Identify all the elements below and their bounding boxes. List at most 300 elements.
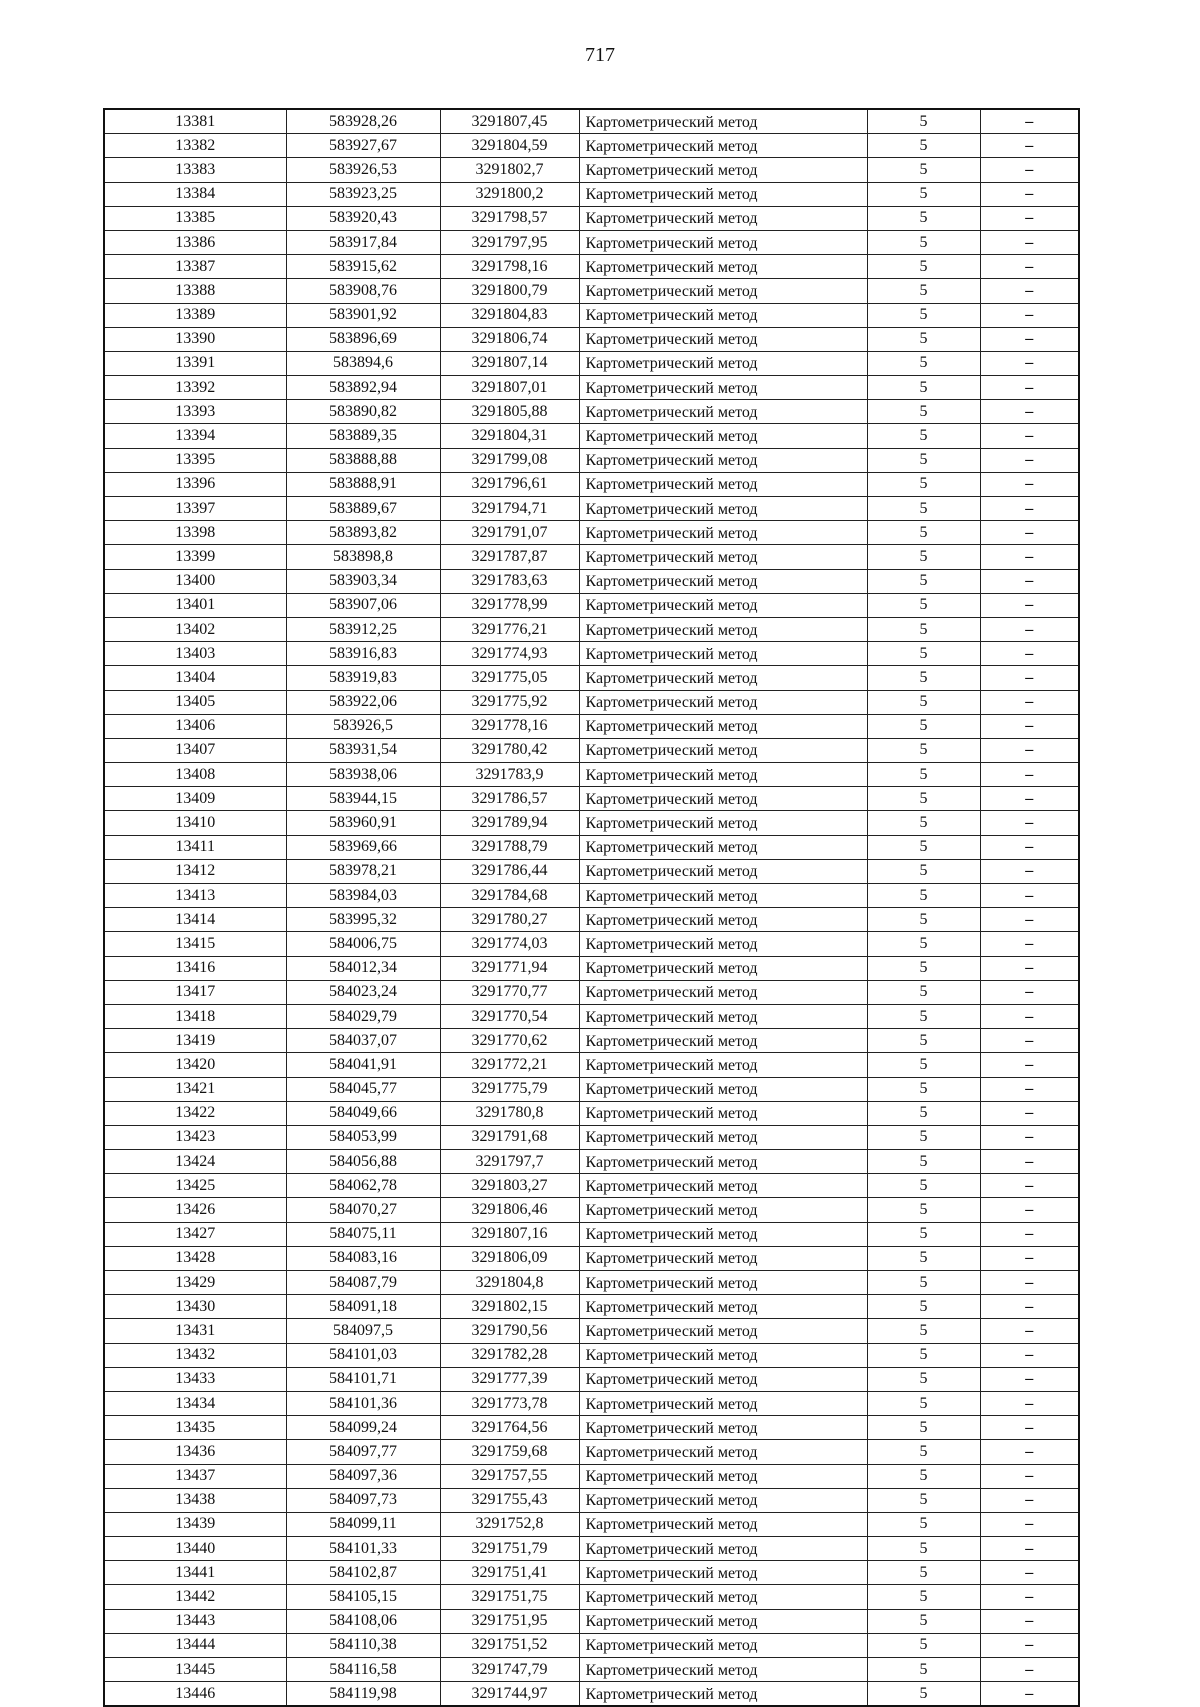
note-cell: – [980,1440,1079,1464]
method-cell: Картометрический метод [579,1125,867,1149]
method-cell: Картометрический метод [579,1416,867,1440]
accuracy-cell: 5 [867,714,980,738]
accuracy-cell: 5 [867,545,980,569]
y-coordinate-cell: 3291800,79 [440,279,579,303]
accuracy-cell: 5 [867,1319,980,1343]
table-row [104,835,1079,859]
accuracy-cell: 5 [867,1391,980,1415]
accuracy-cell: 5 [867,593,980,617]
method-cell: Картометрический метод [579,1295,867,1319]
method-cell: Картометрический метод [579,1343,867,1367]
table-row [104,1271,1079,1295]
x-coordinate-cell: 584097,73 [286,1488,440,1512]
table-row [104,569,1079,593]
x-coordinate-cell: 583944,15 [286,787,440,811]
x-coordinate-cell: 583888,91 [286,472,440,496]
table-row [104,884,1079,908]
y-coordinate-cell: 3291804,31 [440,424,579,448]
note-cell: – [980,545,1079,569]
accuracy-cell: 5 [867,1004,980,1028]
table-row [104,1174,1079,1198]
y-coordinate-cell: 3291751,52 [440,1633,579,1657]
x-coordinate-cell: 584029,79 [286,1004,440,1028]
x-coordinate-cell: 583927,67 [286,134,440,158]
method-cell: Картометрический метод [579,1585,867,1609]
y-coordinate-cell: 3291775,92 [440,690,579,714]
accuracy-cell: 5 [867,1150,980,1174]
y-coordinate-cell: 3291807,01 [440,376,579,400]
table-row [104,1222,1079,1246]
y-coordinate-cell: 3291771,94 [440,956,579,980]
point-number-cell: 13394 [104,424,286,448]
note-cell: – [980,1174,1079,1198]
note-cell: – [980,1029,1079,1053]
y-coordinate-cell: 3291798,57 [440,206,579,230]
accuracy-cell: 5 [867,884,980,908]
note-cell: – [980,1198,1079,1222]
x-coordinate-cell: 584097,77 [286,1440,440,1464]
table-row [104,545,1079,569]
accuracy-cell: 5 [867,303,980,327]
x-coordinate-cell: 583960,91 [286,811,440,835]
point-number-cell: 13446 [104,1682,286,1707]
table-row [104,1319,1079,1343]
note-cell: – [980,1367,1079,1391]
note-cell: – [980,158,1079,182]
table-row [104,1077,1079,1101]
x-coordinate-cell: 583915,62 [286,255,440,279]
accuracy-cell: 5 [867,908,980,932]
table-row [104,497,1079,521]
note-cell: – [980,617,1079,641]
accuracy-cell: 5 [867,1222,980,1246]
x-coordinate-cell: 583893,82 [286,521,440,545]
y-coordinate-cell: 3291784,68 [440,884,579,908]
accuracy-cell: 5 [867,230,980,254]
table-row [104,787,1079,811]
note-cell: – [980,1222,1079,1246]
method-cell: Картометрический метод [579,206,867,230]
y-coordinate-cell: 3291791,68 [440,1125,579,1149]
point-number-cell: 13415 [104,932,286,956]
x-coordinate-cell: 583923,25 [286,182,440,206]
point-number-cell: 13421 [104,1077,286,1101]
table-row [104,521,1079,545]
table-body [104,109,1079,1706]
note-cell: – [980,1077,1079,1101]
note-cell: – [980,1585,1079,1609]
x-coordinate-cell: 584083,16 [286,1246,440,1270]
table-row [104,1053,1079,1077]
method-cell: Картометрический метод [579,1101,867,1125]
point-number-cell: 13389 [104,303,286,327]
point-number-cell: 13387 [104,255,286,279]
point-number-cell: 13401 [104,593,286,617]
table-row [104,158,1079,182]
table-row [104,1682,1079,1707]
accuracy-cell: 5 [867,1295,980,1319]
accuracy-cell: 5 [867,1585,980,1609]
method-cell: Картометрический метод [579,1053,867,1077]
method-cell: Картометрический метод [579,521,867,545]
method-cell: Картометрический метод [579,182,867,206]
point-number-cell: 13397 [104,497,286,521]
table-row [104,400,1079,424]
y-coordinate-cell: 3291783,9 [440,763,579,787]
accuracy-cell: 5 [867,1029,980,1053]
method-cell: Картометрический метод [579,472,867,496]
point-number-cell: 13413 [104,884,286,908]
note-cell: – [980,569,1079,593]
method-cell: Картометрический метод [579,1150,867,1174]
note-cell: – [980,884,1079,908]
accuracy-cell: 5 [867,1174,980,1198]
note-cell: – [980,738,1079,762]
accuracy-cell: 5 [867,1633,980,1657]
point-number-cell: 13436 [104,1440,286,1464]
table-row [104,134,1079,158]
table-row [104,1367,1079,1391]
note-cell: – [980,980,1079,1004]
x-coordinate-cell: 584012,34 [286,956,440,980]
y-coordinate-cell: 3291796,61 [440,472,579,496]
table-row [104,424,1079,448]
note-cell: – [980,763,1079,787]
note-cell: – [980,1391,1079,1415]
accuracy-cell: 5 [867,763,980,787]
table-row [104,1464,1079,1488]
note-cell: – [980,714,1079,738]
note-cell: – [980,1101,1079,1125]
accuracy-cell: 5 [867,1416,980,1440]
y-coordinate-cell: 3291780,27 [440,908,579,932]
table-row [104,303,1079,327]
table-row [104,1246,1079,1270]
note-cell: – [980,1537,1079,1561]
point-number-cell: 13417 [104,980,286,1004]
y-coordinate-cell: 3291804,83 [440,303,579,327]
point-number-cell: 13422 [104,1101,286,1125]
x-coordinate-cell: 583903,34 [286,569,440,593]
x-coordinate-cell: 584099,24 [286,1416,440,1440]
y-coordinate-cell: 3291783,63 [440,569,579,593]
note-cell: – [980,448,1079,472]
x-coordinate-cell: 584101,71 [286,1367,440,1391]
x-coordinate-cell: 583888,88 [286,448,440,472]
accuracy-cell: 5 [867,1271,980,1295]
point-number-cell: 13398 [104,521,286,545]
y-coordinate-cell: 3291806,09 [440,1246,579,1270]
y-coordinate-cell: 3291752,8 [440,1512,579,1536]
point-number-cell: 13414 [104,908,286,932]
accuracy-cell: 5 [867,351,980,375]
table-row [104,1609,1079,1633]
accuracy-cell: 5 [867,279,980,303]
note-cell: – [980,1271,1079,1295]
y-coordinate-cell: 3291775,79 [440,1077,579,1101]
note-cell: – [980,666,1079,690]
note-cell: – [980,1125,1079,1149]
point-number-cell: 13402 [104,617,286,641]
point-number-cell: 13409 [104,787,286,811]
method-cell: Картометрический метод [579,714,867,738]
table-row [104,908,1079,932]
table-row [104,327,1079,351]
table-row [104,980,1079,1004]
method-cell: Картометрический метод [579,1391,867,1415]
page-number: 717 [585,44,615,66]
x-coordinate-cell: 583892,94 [286,376,440,400]
table-row [104,763,1079,787]
point-number-cell: 13424 [104,1150,286,1174]
x-coordinate-cell: 584087,79 [286,1271,440,1295]
accuracy-cell: 5 [867,158,980,182]
table-row [104,1488,1079,1512]
y-coordinate-cell: 3291798,16 [440,255,579,279]
note-cell: – [980,400,1079,424]
method-cell: Картометрический метод [579,1488,867,1512]
y-coordinate-cell: 3291807,45 [440,109,579,134]
accuracy-cell: 5 [867,1125,980,1149]
point-number-cell: 13420 [104,1053,286,1077]
y-coordinate-cell: 3291759,68 [440,1440,579,1464]
method-cell: Картометрический метод [579,763,867,787]
method-cell: Картометрический метод [579,1174,867,1198]
method-cell: Картометрический метод [579,448,867,472]
accuracy-cell: 5 [867,1561,980,1585]
x-coordinate-cell: 583894,6 [286,351,440,375]
point-number-cell: 13386 [104,230,286,254]
method-cell: Картометрический метод [579,835,867,859]
point-number-cell: 13410 [104,811,286,835]
accuracy-cell: 5 [867,642,980,666]
method-cell: Картометрический метод [579,1561,867,1585]
method-cell: Картометрический метод [579,400,867,424]
note-cell: – [980,303,1079,327]
point-number-cell: 13392 [104,376,286,400]
table-row [104,859,1079,883]
note-cell: – [980,1682,1079,1707]
table-row [104,206,1079,230]
method-cell: Картометрический метод [579,327,867,351]
method-cell: Картометрический метод [579,134,867,158]
table-row [104,1537,1079,1561]
table-row [104,1633,1079,1657]
method-cell: Картометрический метод [579,351,867,375]
point-number-cell: 13437 [104,1464,286,1488]
point-number-cell: 13405 [104,690,286,714]
accuracy-cell: 5 [867,1682,980,1707]
point-number-cell: 13444 [104,1633,286,1657]
y-coordinate-cell: 3291751,75 [440,1585,579,1609]
method-cell: Картометрический метод [579,908,867,932]
x-coordinate-cell: 583919,83 [286,666,440,690]
accuracy-cell: 5 [867,1658,980,1682]
y-coordinate-cell: 3291787,87 [440,545,579,569]
coordinates-table [103,108,1080,1707]
point-number-cell: 13426 [104,1198,286,1222]
note-cell: – [980,1416,1079,1440]
point-number-cell: 13419 [104,1029,286,1053]
note-cell: – [980,424,1079,448]
method-cell: Картометрический метод [579,569,867,593]
method-cell: Картометрический метод [579,884,867,908]
note-cell: – [980,351,1079,375]
accuracy-cell: 5 [867,376,980,400]
y-coordinate-cell: 3291751,95 [440,1609,579,1633]
method-cell: Картометрический метод [579,1246,867,1270]
y-coordinate-cell: 3291777,39 [440,1367,579,1391]
y-coordinate-cell: 3291780,8 [440,1101,579,1125]
point-number-cell: 13427 [104,1222,286,1246]
note-cell: – [980,279,1079,303]
note-cell: – [980,521,1079,545]
x-coordinate-cell: 583995,32 [286,908,440,932]
point-number-cell: 13423 [104,1125,286,1149]
x-coordinate-cell: 584097,5 [286,1319,440,1343]
method-cell: Картометрический метод [579,1367,867,1391]
accuracy-cell: 5 [867,109,980,134]
point-number-cell: 13407 [104,738,286,762]
y-coordinate-cell: 3291806,74 [440,327,579,351]
table-row [104,1004,1079,1028]
y-coordinate-cell: 3291747,79 [440,1658,579,1682]
accuracy-cell: 5 [867,1488,980,1512]
method-cell: Картометрический метод [579,593,867,617]
method-cell: Картометрический метод [579,1077,867,1101]
note-cell: – [980,932,1079,956]
method-cell: Картометрический метод [579,424,867,448]
note-cell: – [980,1561,1079,1585]
note-cell: – [980,859,1079,883]
table-row [104,1343,1079,1367]
point-number-cell: 13393 [104,400,286,424]
accuracy-cell: 5 [867,255,980,279]
y-coordinate-cell: 3291794,71 [440,497,579,521]
x-coordinate-cell: 583922,06 [286,690,440,714]
point-number-cell: 13383 [104,158,286,182]
table-row [104,666,1079,690]
table-row [104,1440,1079,1464]
x-coordinate-cell: 583938,06 [286,763,440,787]
point-number-cell: 13441 [104,1561,286,1585]
y-coordinate-cell: 3291775,05 [440,666,579,690]
note-cell: – [980,1246,1079,1270]
method-cell: Картометрический метод [579,1464,867,1488]
point-number-cell: 13431 [104,1319,286,1343]
point-number-cell: 13429 [104,1271,286,1295]
y-coordinate-cell: 3291807,16 [440,1222,579,1246]
accuracy-cell: 5 [867,1343,980,1367]
note-cell: – [980,642,1079,666]
x-coordinate-cell: 583916,83 [286,642,440,666]
accuracy-cell: 5 [867,1464,980,1488]
x-coordinate-cell: 583890,82 [286,400,440,424]
y-coordinate-cell: 3291751,79 [440,1537,579,1561]
accuracy-cell: 5 [867,1198,980,1222]
y-coordinate-cell: 3291802,7 [440,158,579,182]
note-cell: – [980,1633,1079,1657]
y-coordinate-cell: 3291790,56 [440,1319,579,1343]
method-cell: Картометрический метод [579,303,867,327]
x-coordinate-cell: 583889,35 [286,424,440,448]
table-row [104,1295,1079,1319]
y-coordinate-cell: 3291803,27 [440,1174,579,1198]
table-row [104,376,1079,400]
table-row [104,811,1079,835]
x-coordinate-cell: 584056,88 [286,1150,440,1174]
y-coordinate-cell: 3291774,93 [440,642,579,666]
method-cell: Картометрический метод [579,1029,867,1053]
x-coordinate-cell: 583969,66 [286,835,440,859]
method-cell: Картометрический метод [579,666,867,690]
table-row [104,1150,1079,1174]
point-number-cell: 13388 [104,279,286,303]
y-coordinate-cell: 3291800,2 [440,182,579,206]
point-number-cell: 13381 [104,109,286,134]
method-cell: Картометрический метод [579,642,867,666]
point-number-cell: 13385 [104,206,286,230]
point-number-cell: 13438 [104,1488,286,1512]
table-row [104,279,1079,303]
table-row [104,255,1079,279]
note-cell: – [980,1150,1079,1174]
accuracy-cell: 5 [867,1053,980,1077]
table-row [104,472,1079,496]
method-cell: Картометрический метод [579,980,867,1004]
y-coordinate-cell: 3291789,94 [440,811,579,835]
table-row [104,1125,1079,1149]
method-cell: Картометрический метод [579,376,867,400]
method-cell: Картометрический метод [579,1682,867,1707]
table-row [104,1416,1079,1440]
accuracy-cell: 5 [867,1609,980,1633]
method-cell: Картометрический метод [579,1440,867,1464]
x-coordinate-cell: 583920,43 [286,206,440,230]
point-number-cell: 13433 [104,1367,286,1391]
table-row [104,617,1079,641]
accuracy-cell: 5 [867,521,980,545]
y-coordinate-cell: 3291772,21 [440,1053,579,1077]
note-cell: – [980,1658,1079,1682]
table-row [104,351,1079,375]
accuracy-cell: 5 [867,787,980,811]
x-coordinate-cell: 583926,53 [286,158,440,182]
accuracy-cell: 5 [867,1512,980,1536]
method-cell: Картометрический метод [579,738,867,762]
accuracy-cell: 5 [867,1367,980,1391]
x-coordinate-cell: 584053,99 [286,1125,440,1149]
note-cell: – [980,327,1079,351]
accuracy-cell: 5 [867,497,980,521]
x-coordinate-cell: 584110,38 [286,1633,440,1657]
method-cell: Картометрический метод [579,690,867,714]
y-coordinate-cell: 3291770,77 [440,980,579,1004]
accuracy-cell: 5 [867,1246,980,1270]
y-coordinate-cell: 3291804,59 [440,134,579,158]
method-cell: Картометрический метод [579,1004,867,1028]
note-cell: – [980,1512,1079,1536]
table-row [104,690,1079,714]
y-coordinate-cell: 3291776,21 [440,617,579,641]
note-cell: – [980,787,1079,811]
point-number-cell: 13439 [104,1512,286,1536]
point-number-cell: 13391 [104,351,286,375]
method-cell: Картометрический метод [579,1609,867,1633]
table-row [104,1101,1079,1125]
point-number-cell: 13412 [104,859,286,883]
method-cell: Картометрический метод [579,1222,867,1246]
